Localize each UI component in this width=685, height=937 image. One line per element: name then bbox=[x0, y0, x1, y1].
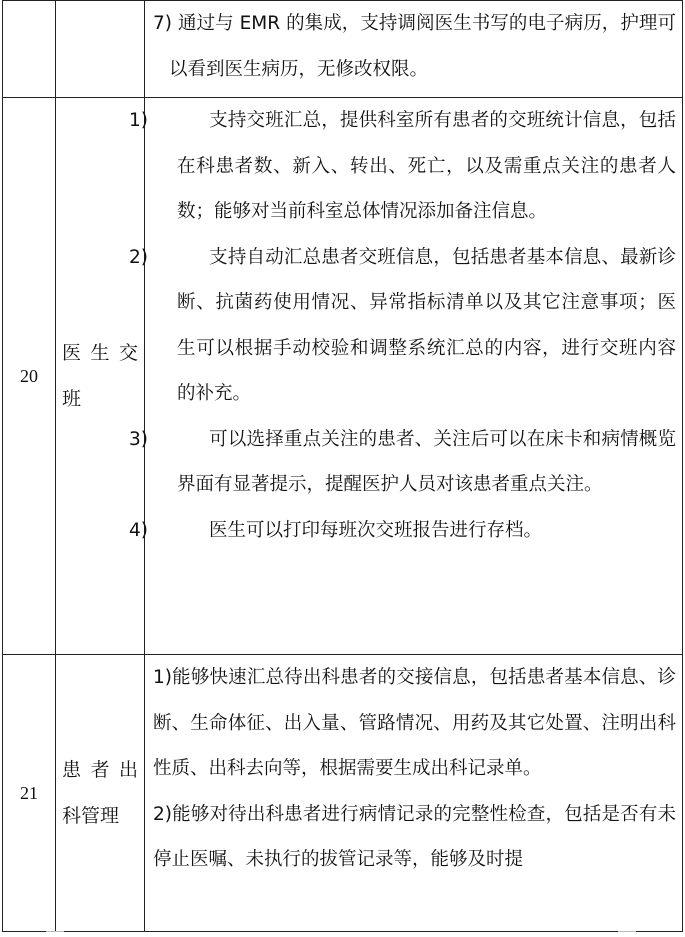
row-name-line: 班 bbox=[62, 388, 82, 410]
row-number: 20 bbox=[20, 365, 38, 386]
list-item bbox=[153, 655, 676, 792]
item-text: 支持自动汇总患者交班信息，包括患者基本信息、最新诊断、抗菌药使用情况、异常指标清单以及其它注意事项；医生可以根据手动校验和调整系统汇总的内容，进行交班内容的补充。 bbox=[177, 246, 676, 404]
item-marker: 2) bbox=[129, 246, 148, 268]
crop-mark bbox=[618, 931, 636, 932]
row-name-cell bbox=[56, 98, 145, 655]
item-text: 可以选择重点关注的患者、关注后可以在床卡和病情概览界面有显著提示，提醒医护人员对该患者重点关注。 bbox=[177, 428, 676, 495]
row-content-cell bbox=[145, 655, 683, 932]
row-number-cell bbox=[3, 1, 56, 98]
item-marker: 4) bbox=[129, 519, 148, 541]
row-number: 21 bbox=[20, 782, 38, 803]
row-number-cell bbox=[3, 98, 56, 655]
table-row bbox=[3, 98, 683, 655]
row-name-line: 患者出 bbox=[62, 759, 138, 781]
item-text: 能够快速汇总待出科患者的交接信息，包括患者基本信息、诊断、生命体征、出入量、管路情况、用药及其它处置、注明出科性质、出科去向等，根据需要生成出科记录单。 bbox=[153, 667, 676, 779]
list-item bbox=[129, 98, 676, 235]
list-item bbox=[129, 235, 676, 417]
row-content-cell bbox=[129, 98, 683, 655]
requirements-table bbox=[2, 0, 683, 932]
list-item bbox=[129, 417, 676, 508]
page-edge-marks bbox=[0, 929, 685, 937]
item-text: 通过与 EMR 的集成，支持调阅医生书写的电子病历，护理可以看到医生病历，无修改权限。 bbox=[169, 13, 676, 80]
row-content-cell bbox=[145, 1, 683, 98]
crop-mark bbox=[46, 931, 64, 932]
item-text: 医生可以打印每班次交班报告进行存档。 bbox=[209, 519, 543, 541]
item-marker: 7) bbox=[153, 13, 172, 34]
row-name-line: 医生交 bbox=[62, 342, 138, 364]
item-marker: 3) bbox=[129, 428, 148, 450]
list-item bbox=[153, 792, 676, 883]
row-name-line: 科管理 bbox=[62, 805, 120, 827]
item-marker: 2) bbox=[153, 803, 172, 825]
row-name-cell bbox=[56, 1, 145, 98]
table-row bbox=[3, 1, 683, 98]
row-number-cell bbox=[3, 655, 56, 932]
item-text: 支持交班汇总，提供科室所有患者的交班统计信息，包括在科患者数、新入、转出、死亡，以及需重点关注的患者人数；能够对当前科室总体情况添加备注信息。 bbox=[177, 110, 676, 222]
item-text: 能够对待出科患者进行病情记录的完整性检查，包括是否有未停止医嘱、未执行的拔管记录等，能够及时提 bbox=[153, 803, 676, 870]
list-item bbox=[129, 508, 676, 554]
row-name-cell bbox=[56, 655, 145, 932]
item-marker: 1) bbox=[129, 110, 148, 131]
list-item bbox=[153, 1, 676, 92]
item-marker: 1) bbox=[153, 667, 172, 688]
table-row bbox=[3, 655, 683, 932]
